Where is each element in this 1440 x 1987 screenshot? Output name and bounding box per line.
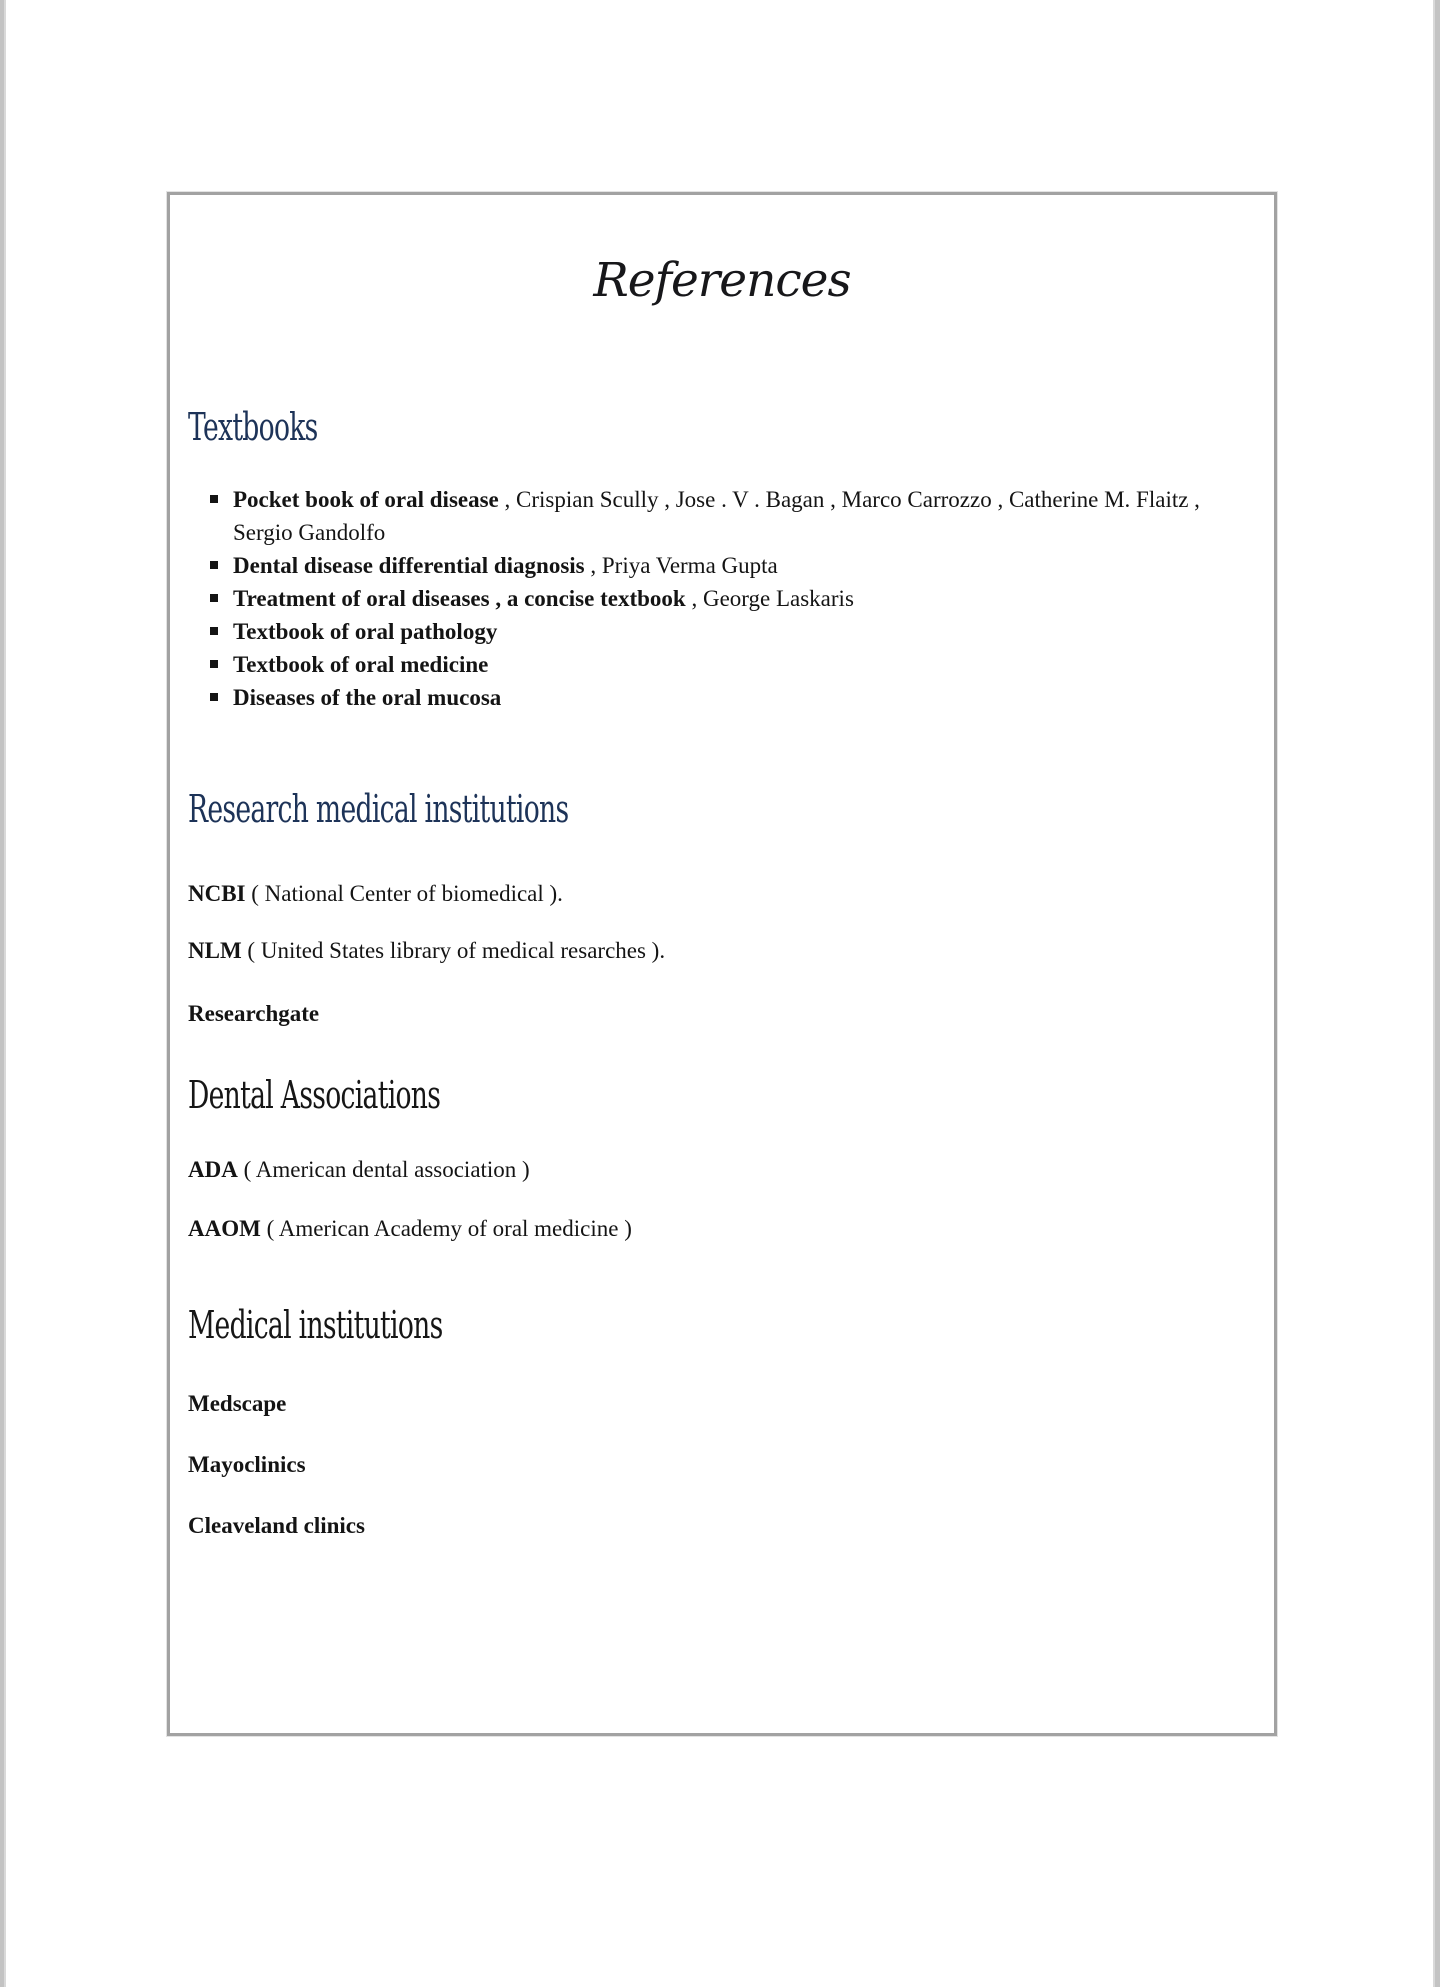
viewer-edge-right [1433, 0, 1440, 1987]
entry-acronym: ADA [188, 1157, 238, 1182]
entry-description: ( United States library of medical resarches ). [241, 938, 666, 963]
viewer-edge-left [0, 0, 6, 1987]
section-heading-dental-associations: Dental Associations [188, 1073, 441, 1117]
book-authors: , Priya Verma Gupta [584, 553, 778, 578]
list-item [188, 615, 1246, 648]
list-item [188, 582, 1246, 615]
list-item [188, 549, 1246, 582]
entry-acronym: Researchgate [188, 1001, 320, 1026]
reference-entry-medscape [188, 1389, 1238, 1419]
reference-entry-mayoclinics [188, 1450, 1238, 1480]
section-heading-medical-institutions: Medical institutions [188, 1303, 443, 1347]
book-title: Dental disease differential diagnosis [233, 553, 585, 578]
book-title: Diseases of the oral mucosa [233, 685, 502, 710]
textbook-list [188, 483, 1246, 714]
reference-entry-nlm [188, 936, 1238, 966]
entry-description: ( American dental association ) [237, 1157, 530, 1182]
book-title: Textbook of oral medicine [233, 652, 489, 677]
reference-entry-ada [188, 1155, 1238, 1185]
entry-acronym: AAOM [188, 1216, 261, 1241]
book-authors: , George Laskaris [685, 586, 854, 611]
entry-acronym: NLM [188, 938, 242, 963]
book-title: Treatment of oral diseases , a concise textbook [233, 586, 686, 611]
entry-acronym: Medscape [188, 1391, 287, 1416]
section-heading-research-medical-institutions: Research medical institutions [188, 787, 569, 831]
entry-description: ( American Academy of oral medicine ) [260, 1216, 632, 1241]
section-heading-textbooks: Textbooks [188, 405, 318, 449]
reference-entry-researchgate [188, 999, 1238, 1029]
entry-description: ( National Center of biomedical ). [245, 881, 563, 906]
book-title: Pocket book of oral disease [233, 487, 499, 512]
list-item [188, 648, 1246, 681]
list-item [188, 681, 1246, 714]
page-title: References [593, 253, 851, 308]
reference-entry-cleaveland-clinics [188, 1511, 1238, 1541]
book-title: Textbook of oral pathology [233, 619, 498, 644]
document-page [167, 192, 1277, 1736]
reference-entry-ncbi [188, 879, 1238, 909]
entry-acronym: NCBI [188, 881, 246, 906]
entry-acronym: Mayoclinics [188, 1452, 306, 1477]
reference-entry-aaom [188, 1214, 1238, 1244]
entry-acronym: Cleaveland clinics [188, 1513, 365, 1538]
list-item [188, 483, 1246, 549]
book-authors: , Crispian Scully , Jose . V . Bagan , Marco Carrozzo , Catherine M. Flaitz , Sergio Gandolfo [233, 487, 1200, 545]
